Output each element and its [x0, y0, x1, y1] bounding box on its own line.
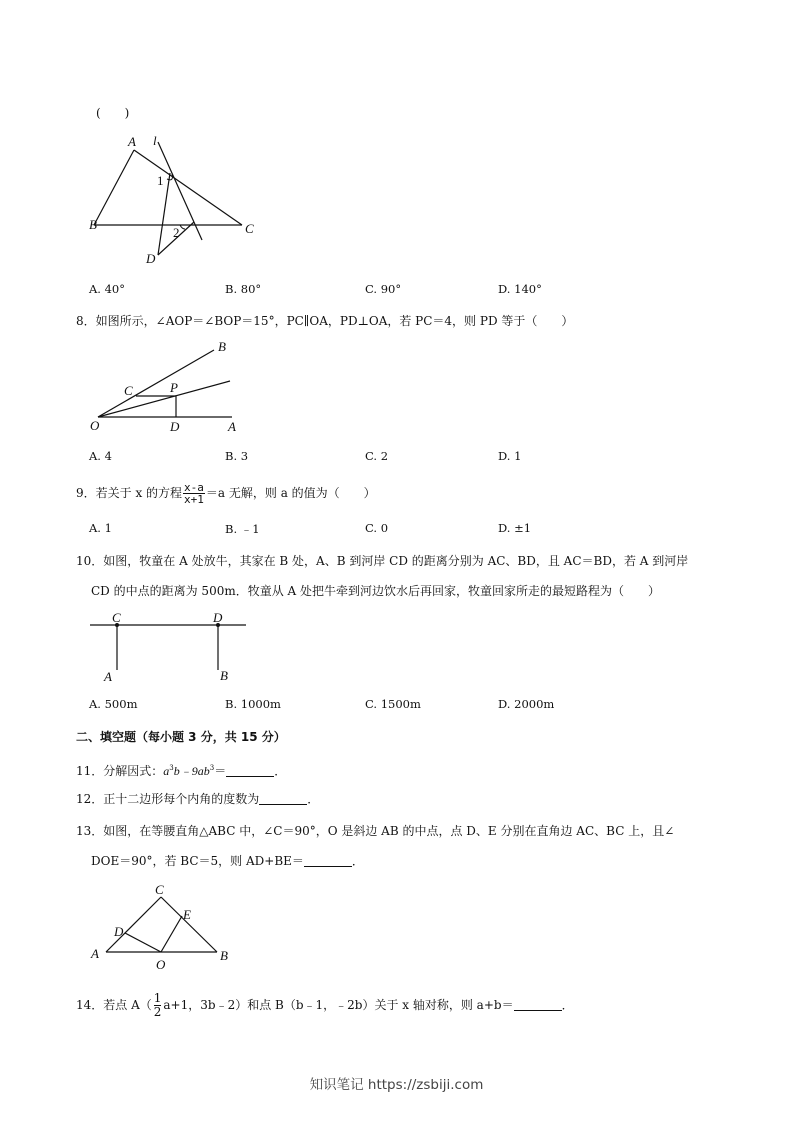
q14-fraction-numerator: 1	[153, 991, 162, 1005]
q7-label-1: 1	[157, 173, 164, 188]
q13-answer-blank[interactable]	[304, 854, 352, 867]
q14-text-2: a+1，3b﹣2）和点 B（b﹣1，﹣2b）关于 x 轴对称，则 a+b＝	[163, 998, 514, 1012]
q13-label-B: B	[220, 948, 228, 963]
q10-stem-line-2: CD 的中点的距离为 500m．牧童从 A 处把牛牵到河边饮水后再回家，牧童回家所走的最短路程为（ ）	[91, 584, 661, 598]
q10-stem-line-1	[76, 553, 688, 569]
q12-number: 12．	[76, 792, 104, 806]
q14-end: ．	[561, 998, 574, 1012]
q11-expr-b: b﹣9ab	[173, 764, 210, 778]
q11-expr-sup-1: 3	[169, 764, 174, 772]
q11-expr-a: a	[163, 764, 170, 778]
q7-choice-a: A. 40°	[89, 282, 125, 296]
q10-choice-a: A. 500m	[89, 697, 138, 711]
q13-label-E: E	[183, 907, 191, 922]
q7-label-2: 2	[173, 225, 180, 240]
q8-label-A: A	[228, 419, 236, 434]
q9-choice-b: B. ﹣1	[225, 522, 260, 536]
q7-choice-d: D. 140°	[498, 282, 542, 296]
q10-text-1: 如图，牧童在 A 处放牛，其家在 B 处，A、B 到河岸 CD 的距离分别为 AC、BD，且 AC＝BD，若 A 到河岸	[103, 554, 689, 568]
q10-label-B: B	[220, 668, 228, 683]
q8-text-1: 如图所示，	[95, 314, 156, 328]
q11-expr-sup-2: 3	[209, 764, 215, 772]
q8-label-O: O	[90, 418, 100, 433]
q10-label-C: C	[112, 610, 121, 625]
q12-stem	[76, 791, 319, 807]
q7-label-A: A	[128, 134, 136, 149]
q11-answer-blank[interactable]	[226, 764, 274, 777]
section-2-heading: 二、填空题（每小题 3 分，共 15 分）	[76, 730, 286, 744]
q7-label-B: B	[89, 217, 97, 232]
q8-label-P: P	[170, 380, 178, 395]
q11-number: 11．	[76, 764, 104, 778]
q14-number: 14．	[76, 998, 104, 1012]
q13-text-2: DOE＝90°，若 BC＝5，则 AD+BE＝	[91, 854, 304, 868]
q8-label-C: C	[124, 383, 133, 398]
q13-stem-line-1	[76, 823, 674, 839]
q7-figure	[84, 130, 264, 270]
q9-stem	[76, 481, 376, 505]
q11-stem	[76, 760, 286, 779]
q14-answer-blank[interactable]	[514, 998, 562, 1011]
q13-label-C: C	[155, 882, 164, 897]
q12-end: ．	[307, 792, 320, 806]
q10-choice-c: C. 1500m	[365, 697, 421, 711]
q8-text-2: ∠AOP＝∠BOP＝15°，PC∥OA，PD⊥OA，若 PC＝4，则 PD 等于（ ）	[155, 314, 574, 328]
q9-number: 9．	[76, 486, 96, 500]
q8-choice-a: A. 4	[89, 449, 112, 463]
q12-answer-blank[interactable]	[259, 792, 307, 805]
q10-choice-d: D. 2000m	[498, 697, 555, 711]
q8-choice-b: B. 3	[225, 449, 249, 463]
q10-label-D: D	[213, 610, 223, 625]
q7-answer-paren: ( )	[96, 106, 130, 120]
q9-fraction-numerator: x-a	[184, 481, 204, 494]
q9-choice-a: A. 1	[89, 521, 112, 535]
q9-text-1: 若关于 x 的方程	[95, 486, 183, 500]
q11-text-1: 分解因式：	[103, 764, 164, 778]
q9-text-2: ＝a 无解，则 a 的值为（ ）	[205, 486, 376, 500]
q7-label-C: C	[245, 221, 254, 236]
q13-number: 13．	[76, 824, 104, 838]
q9-fraction-denominator: x+1	[184, 493, 204, 506]
q11-end: ．	[274, 764, 287, 778]
q10-figure	[84, 606, 254, 686]
q13-stem-line-2	[91, 853, 364, 869]
q12-text-1: 正十二边形每个内角的度数为	[103, 792, 260, 806]
q8-label-D: D	[170, 419, 180, 434]
q14-stem	[76, 990, 574, 1020]
q13-figure	[84, 880, 244, 970]
q8-number: 8．	[76, 314, 96, 328]
q10-label-A: A	[104, 669, 112, 684]
q13-label-O: O	[156, 957, 166, 970]
q9-fraction	[183, 482, 205, 505]
q13-label-D: D	[114, 924, 124, 939]
q11-text-2: ＝	[214, 764, 227, 778]
q7-label-l: l	[153, 133, 157, 148]
q9-choice-d: D. ±1	[498, 521, 532, 535]
q8-choice-c: C. 2	[365, 449, 389, 463]
q7-label-D: D	[146, 251, 156, 266]
q14-text-1: 若点 A（	[103, 998, 152, 1012]
q7-choice-b: B. 80°	[225, 282, 262, 296]
q14-fraction-denominator: 2	[153, 1005, 162, 1019]
q8-label-B: B	[218, 339, 226, 354]
q13-text-1: 如图，在等腰直角△ABC 中，∠C＝90°，O 是斜边 AB 的中点，点 D、E 分别在直角边 AC、BC 上，且∠	[103, 824, 675, 838]
q13-end: ．	[351, 854, 364, 868]
q8-choice-d: D. 1	[498, 449, 522, 463]
q14-fraction	[154, 992, 162, 1019]
q13-label-A: A	[91, 946, 99, 961]
footer-watermark: 知识笔记 https://zsbiji.com	[309, 1077, 484, 1093]
q10-choice-b: B. 1000m	[225, 697, 281, 711]
q9-choice-c: C. 0	[365, 521, 389, 535]
q8-stem	[76, 313, 573, 329]
q7-choice-c: C. 90°	[365, 282, 402, 296]
q10-number: 10．	[76, 554, 104, 568]
q8-figure	[84, 336, 254, 436]
